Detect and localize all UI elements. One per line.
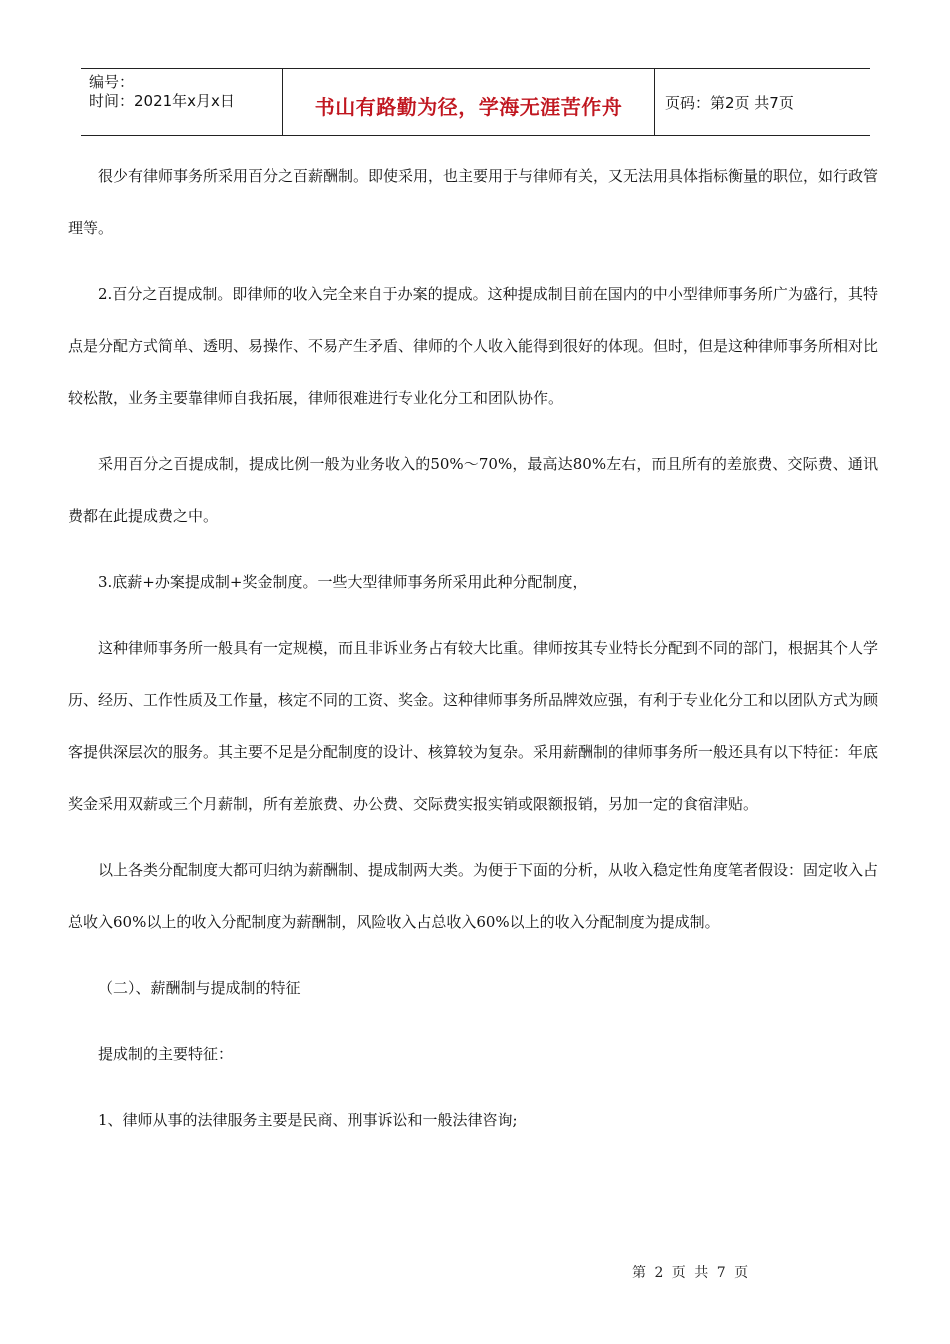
- header-page-info: 页码：第2页 共7页: [665, 93, 794, 112]
- header-motto: 书山有路勤为径，学海无涯苦作舟: [283, 69, 655, 135]
- page-footer: 第 2 页 共 7 页: [632, 1265, 751, 1281]
- paragraph: 以上各类分配制度大都可归纳为薪酬制、提成制两大类。为便于下面的分析，从收入稳定性角度笔者假设：固定收入占总收入60%以上的收入分配制度为薪酬制，风险收入占总收入60%以上的收入分配制度为提成制。: [68, 861, 879, 931]
- list-item: 1、律师从事的法律服务主要是民商、刑事诉讼和一般法律咨询;: [98, 1111, 518, 1129]
- paragraph: 3.底薪+办案提成制+奖金制度。一些大型律师事务所采用此种分配制度，: [98, 573, 588, 591]
- paragraph: 提成制的主要特征：: [98, 1045, 234, 1063]
- paragraph: 采用百分之百提成制，提成比例一般为业务收入的50%～70%，最高达80%左右，而且所有的差旅费、交际费、通讯费都在此提成费之中。: [68, 455, 878, 525]
- document-number-label: 编号：: [89, 73, 135, 91]
- document-body: [68, 150, 878, 1160]
- section-heading: （二）、薪酬制与提成制的特征: [98, 979, 301, 997]
- paragraph: 2.百分之百提成制。即律师的收入完全来自于办案的提成。这种提成制目前在国内的中小型律师事务所广为盛行，其特点是分配方式简单、透明、易操作、不易产生矛盾、律师的个人收入能得到很好的体现。但时，但是这种律师事务所相对比较松散，业务主要靠律师自我拓展，律师很难进行专业化分工和团队协作。: [68, 285, 879, 407]
- paragraph: 很少有律师事务所采用百分之百薪酬制。即使采用，也主要用于与律师有关，又无法用具体指标衡量的职位，如行政管理等。: [68, 167, 879, 237]
- paragraph: 这种律师事务所一般具有一定规模，而且非诉业务占有较大比重。律师按其专业特长分配到不同的部门，根据其个人学历、经历、工作性质及工作量，核定不同的工资、奖金。这种律师事务所品牌效应强，有利于专业化分工和以团队方式为顾客提供深层次的服务。其主要不足是分配制度的设计、核算较为复杂。采用薪酬制的律师事务所一般还具有以下特征：年底奖金采用双薪或三个月薪制，所有差旅费、办公费、交际费实报实销或限额报销，另加一定的食宿津贴。: [68, 639, 879, 813]
- header-meta: [81, 69, 283, 135]
- page-header: [81, 68, 870, 136]
- document-date: 时间：2021年x月x日: [89, 92, 235, 110]
